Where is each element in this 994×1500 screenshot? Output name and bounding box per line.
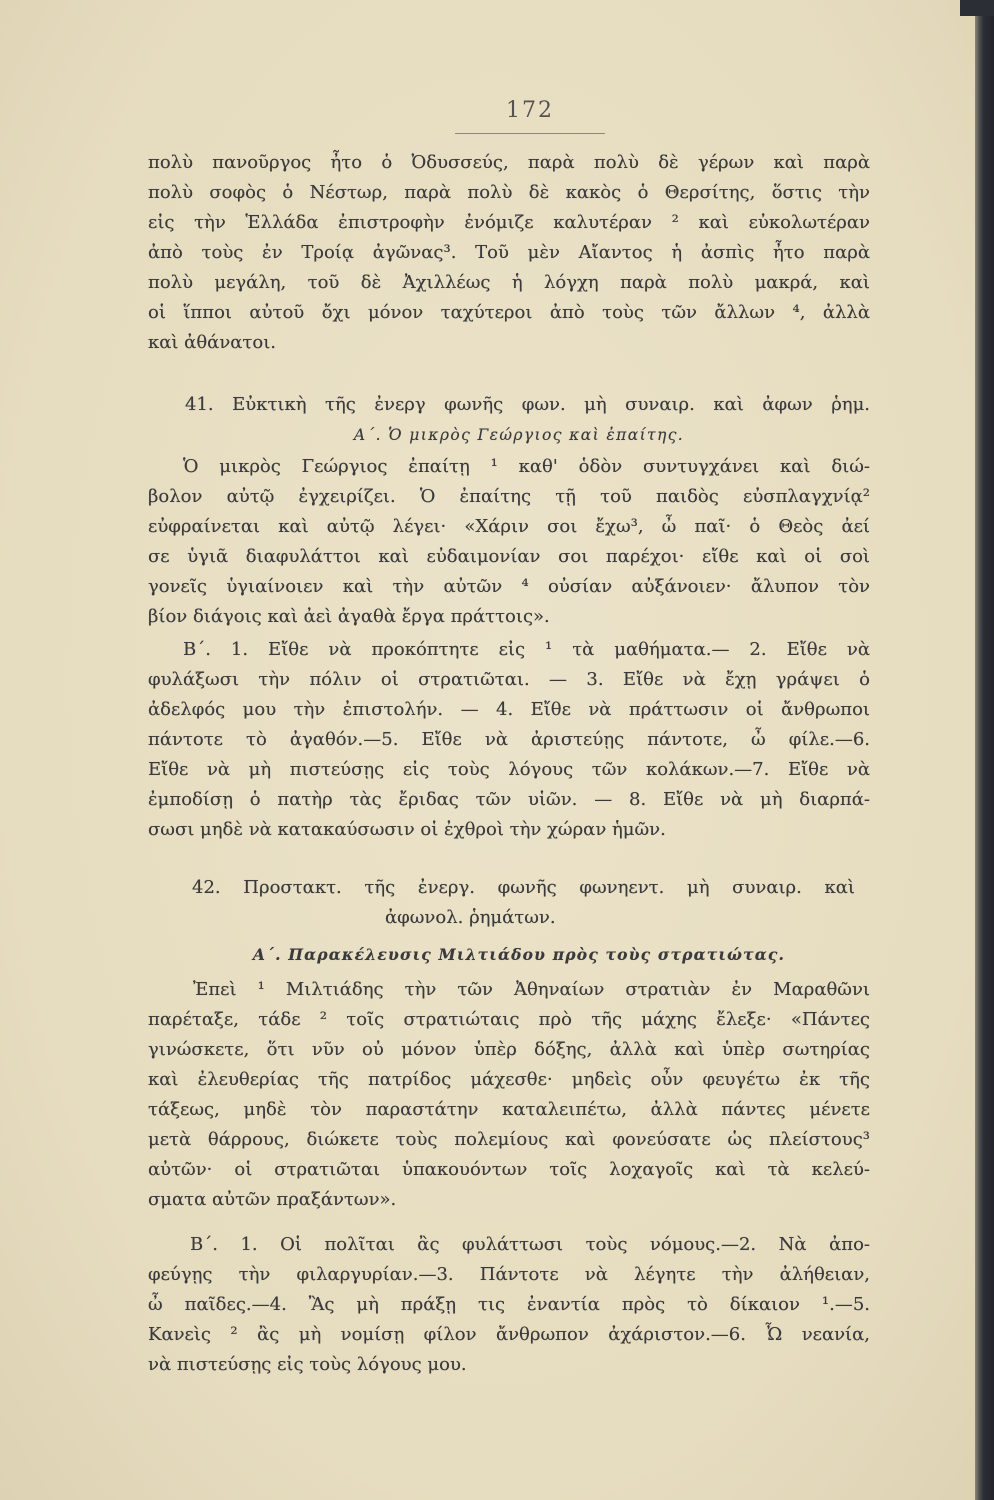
section-heading-41: 41. Εὐκτικὴ τῆς ἐνεργ φωνῆς φων. μὴ συναιρ. καὶ ἀφων ῥημ. xyxy=(185,394,870,415)
text-line: νὰ πιστεύσῃς εἰς τοὺς λόγους μου. xyxy=(148,1354,467,1375)
exercise-42a-paragraph xyxy=(148,975,870,1215)
text-line: οἱ ἵπποι αὐτοῦ ὄχι μόνον ταχύτεροι ἀπὸ τοὺς τῶν ἄλλων ⁴, ἀλλὰ xyxy=(148,302,870,323)
binding-edge xyxy=(975,0,994,1500)
text-line: εὐφραίνεται καὶ αὐτῷ λέγει· «Χάριν σοι ἔχω³, ὦ παῖ· ὁ Θεὸς ἀεί xyxy=(148,516,870,537)
binding-corner xyxy=(960,0,994,16)
text-block xyxy=(148,148,870,1380)
page-number: 172 xyxy=(506,98,554,123)
section-heading-line: ἀφωνολ. ῥημάτων. xyxy=(385,907,556,928)
text-line: Ὁ μικρὸς Γεώργιος ἐπαίτῃ ¹ καθ' ὁδὸν συντυγχάνει καὶ διώ- xyxy=(183,456,870,477)
text-line: σματα αὐτῶν πραξάντων». xyxy=(148,1189,397,1210)
text-line: εἰς τὴν Ἑλλάδα ἐπιστροφὴν ἐνόμιζε καλυτέραν ² καὶ εὐκολωτέραν xyxy=(148,212,870,233)
section-heading-line: 42. Προστακτ. τῆς ἐνεργ. φωνῆς φωνηεντ. μὴ συναιρ. καὶ xyxy=(192,877,855,898)
text-line: γινώσκετε, ὅτι νῦν οὐ μόνον ὑπὲρ δόξης, ἀλλὰ καὶ ὑπὲρ σωτηρίας xyxy=(148,1039,870,1060)
text-line: ἀδελφός μου τὴν ἐπιστολήν. — 4. Εἴθε νὰ πράττωσιν οἱ ἄνθρωποι xyxy=(148,699,870,720)
text-line: φυλάξωσι τὴν πόλιν οἱ στρατιῶται. — 3. Εἴθε νὰ ἔχῃ γράψει ὁ xyxy=(148,669,870,690)
text-line: πολὺ σοφὸς ὁ Νέστωρ, παρὰ πολὺ δὲ κακὸς ὁ Θερσίτης, ὅστις τὴν xyxy=(148,182,870,203)
text-line: Κανεὶς ² ἂς μὴ νομίσῃ φίλον ἄνθρωπον ἀχάριστον.—6. Ὦ νεανία, xyxy=(148,1324,870,1345)
text-line: σε ὑγιᾶ διαφυλάττοι καὶ εὐδαιμονίαν σοι παρέχοι· εἴθε καὶ οἱ σοὶ xyxy=(148,546,870,567)
text-line: πολὺ πανοῦργος ἦτο ὁ Ὀδυσσεύς, παρὰ πολὺ δὲ γέρων καὶ παρὰ xyxy=(148,152,870,173)
text-line: σωσι μηδὲ νὰ κατακαύσωσιν οἱ ἐχθροὶ τὴν χώραν ἡμῶν. xyxy=(148,819,666,840)
exercise-title-42a: Α΄. Παρακέλευσις Μιλτιάδου πρὸς τοὺς στρατιώτας. xyxy=(252,945,786,964)
text-line: Β΄. 1. Εἴθε νὰ προκόπτητε εἰς ¹ τὰ μαθήματα.— 2. Εἴθε νὰ xyxy=(183,639,870,660)
exercise-42b-paragraph xyxy=(148,1230,870,1380)
text-line: Β΄. 1. Οἱ πολῖται ἂς φυλάττωσι τοὺς νόμους.—2. Νὰ ἀπο- xyxy=(190,1234,870,1255)
exercise-41a-paragraph xyxy=(148,452,870,632)
text-line: Ἐπεὶ ¹ Μιλτιάδης τὴν τῶν Ἀθηναίων στρατιὰν ἐν Μαραθῶνι xyxy=(193,979,870,1000)
text-line: καὶ ἐλευθερίας τῆς πατρίδος μάχεσθε· μηδεὶς οὖν φευγέτω ἐκ τῆς xyxy=(148,1069,870,1090)
section-heading-42 xyxy=(148,873,870,933)
text-line: ἀπὸ τοὺς ἐν Τροίᾳ ἀγῶνας³. Τοῦ μὲν Αἴαντος ἡ ἀσπὶς ἦτο παρὰ xyxy=(148,242,870,263)
page-number-rule xyxy=(455,133,605,134)
text-line: βολον αὐτῷ ἐγχειρίζει. Ὁ ἐπαίτης τῇ τοῦ παιδὸς εὐσπλαγχνίᾳ² xyxy=(148,486,870,507)
text-line: τάξεως, μηδὲ τὸν παραστάτην καταλειπέτω, ἀλλὰ πάντες μένετε xyxy=(148,1099,870,1120)
text-line: καὶ ἀθάνατοι. xyxy=(148,332,277,353)
text-line: φεύγῃς τὴν φιλαργυρίαν.—3. Πάντοτε νὰ λέγητε τὴν ἀλήθειαν, xyxy=(148,1264,870,1285)
text-line: αὐτῶν· οἱ στρατιῶται ὑπακουόντων τοῖς λοχαγοῖς καὶ τὰ κελεύ- xyxy=(148,1159,870,1180)
intro-paragraph xyxy=(148,148,870,358)
text-line: παρέταξε, τάδε ² τοῖς στρατιώταις πρὸ τῆς μάχης ἔλεξε· «Πάντες xyxy=(148,1009,870,1030)
text-line: βίον διάγοις καὶ ἀεὶ ἀγαθὰ ἔργα πράττοις». xyxy=(148,606,550,627)
text-line: πολὺ μεγάλη, τοῦ δὲ Ἀχιλλέως ἡ λόγχη παρὰ πολὺ μακρά, καὶ xyxy=(148,272,870,293)
exercise-41b-paragraph xyxy=(148,635,870,845)
text-line: ἐμποδίσῃ ὁ πατὴρ τὰς ἔριδας τῶν υἱῶν. — 8. Εἴθε νὰ μὴ διαρπά- xyxy=(148,789,870,810)
text-line: γονεῖς ὑγιαίνοιεν καὶ τὴν αὐτῶν ⁴ οὐσίαν αὐξάνοιεν· ἄλυπον τὸν xyxy=(148,576,870,597)
text-line: πάντοτε τὸ ἀγαθόν.—5. Εἴθε νὰ ἀριστεύῃς πάντοτε, ὦ φίλε.—6. xyxy=(148,729,870,750)
text-line: Εἴθε νὰ μὴ πιστεύσῃς εἰς τοὺς λόγους τῶν κολάκων.—7. Εἴθε νὰ xyxy=(148,759,870,780)
text-line: μετὰ θάρρους, διώκετε τοὺς πολεμίους καὶ φονεύσατε ὡς πλείστους³ xyxy=(148,1129,870,1150)
exercise-title-41a: Α΄. Ὁ μικρὸς Γεώργιος καὶ ἐπαίτης. xyxy=(353,426,685,444)
text-line: ὦ παῖδες.—4. Ἂς μὴ πράξῃ τις ἐναντία πρὸς τὸ δίκαιον ¹.—5. xyxy=(148,1294,870,1315)
